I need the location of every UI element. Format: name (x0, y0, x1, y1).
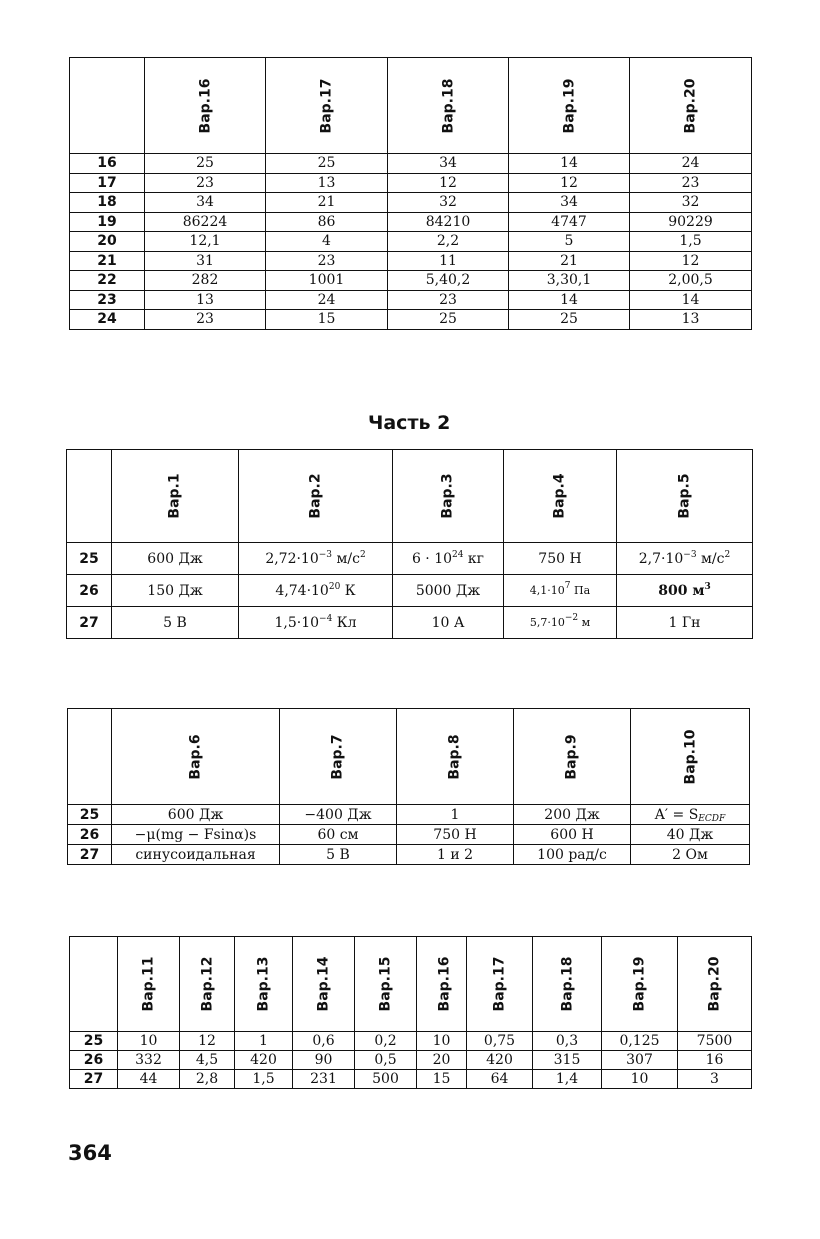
cell: 420 (235, 1051, 293, 1070)
cell: 1 (235, 1032, 293, 1051)
header-var6: Вар.6 (112, 709, 280, 805)
cell: 1 и 2 (397, 845, 514, 865)
table-row (70, 232, 752, 252)
cell: 34 (145, 193, 266, 213)
table-row (70, 251, 752, 271)
cell: 2,2 (388, 232, 509, 252)
row-number: 20 (70, 232, 145, 252)
cell: 32 (630, 193, 752, 213)
header-var17: Вар.17 (266, 58, 388, 154)
cell: 2,8 (180, 1070, 235, 1089)
header-var9: Вар.9 (514, 709, 631, 805)
header-var7: Вар.7 (280, 709, 397, 805)
header-var18: Вар.18 (533, 937, 602, 1032)
cell: 3,30,1 (509, 271, 630, 291)
cell: $A' = S_{ECDF}$ (631, 805, 750, 825)
row-number: 23 (70, 290, 145, 310)
table-row (70, 212, 752, 232)
cell: 24 (266, 290, 388, 310)
cell: 150 Дж (112, 575, 239, 607)
cell: 282 (145, 271, 266, 291)
cell: 23 (145, 173, 266, 193)
row-number: 26 (68, 825, 112, 845)
cell: 10 (118, 1032, 180, 1051)
cell: 5000 Дж (393, 575, 504, 607)
cell: 14 (630, 290, 752, 310)
table-row (70, 173, 752, 193)
cell: 84210 (388, 212, 509, 232)
table-row (70, 154, 752, 174)
cell: 20 (417, 1051, 467, 1070)
row-number: 16 (70, 154, 145, 174)
cell: 332 (118, 1051, 180, 1070)
header-var20: Вар.20 (678, 937, 752, 1032)
header-var10: Вар.10 (631, 709, 750, 805)
row-number: 22 (70, 271, 145, 291)
cell: 14 (509, 290, 630, 310)
row-number: 17 (70, 173, 145, 193)
header-var1: Вар.1 (112, 450, 239, 543)
table-row (70, 1051, 752, 1070)
cell: 15 (266, 310, 388, 330)
row-number: 25 (68, 805, 112, 825)
cell: 32 (388, 193, 509, 213)
cell: 13 (630, 310, 752, 330)
row-number: 27 (70, 1070, 118, 1089)
corner-cell (70, 58, 145, 154)
table-row (67, 543, 753, 575)
cell: 1001 (266, 271, 388, 291)
cell: 24 (630, 154, 752, 174)
cell: 0,3 (533, 1032, 602, 1051)
table-row (70, 290, 752, 310)
cell: 750 Н (397, 825, 514, 845)
row-number: 27 (68, 845, 112, 865)
row-number: 21 (70, 251, 145, 271)
header-var5: Вар.5 (617, 450, 753, 543)
cell: 231 (293, 1070, 355, 1089)
table-row (68, 825, 750, 845)
cell: 44 (118, 1070, 180, 1089)
cell: 23 (630, 173, 752, 193)
answers-table-part2-a (66, 449, 753, 639)
cell: $4,74\cdot 10^{20}$ К (239, 575, 393, 607)
row-number: 19 (70, 212, 145, 232)
cell: 600 Н (514, 825, 631, 845)
cell: 12 (388, 173, 509, 193)
cell: 86 (266, 212, 388, 232)
header-var4: Вар.4 (504, 450, 617, 543)
cell: 25 (145, 154, 266, 174)
cell: 0,125 (602, 1032, 678, 1051)
cell: 16 (678, 1051, 752, 1070)
cell: 60 см (280, 825, 397, 845)
cell: 2,00,5 (630, 271, 752, 291)
cell: 1,5 (235, 1070, 293, 1089)
header-var17: Вар.17 (467, 937, 533, 1032)
cell: 25 (509, 310, 630, 330)
cell: 600 Дж (112, 805, 280, 825)
cell: 7500 (678, 1032, 752, 1051)
cell: 34 (509, 193, 630, 213)
cell: 10 (417, 1032, 467, 1051)
cell: 600 Дж (112, 543, 239, 575)
cell: 1,5 (630, 232, 752, 252)
row-number: 27 (67, 607, 112, 639)
cell: 21 (509, 251, 630, 271)
cell: 500 (355, 1070, 417, 1089)
header-var20: Вар.20 (630, 58, 752, 154)
cell: 13 (145, 290, 266, 310)
cell: 100 рад/с (514, 845, 631, 865)
row-number: 25 (70, 1032, 118, 1051)
table-row (70, 1070, 752, 1089)
cell: 13 (266, 173, 388, 193)
table-row (70, 271, 752, 291)
cell: 23 (388, 290, 509, 310)
cell: $6 \cdot 10^{24}$ кг (393, 543, 504, 575)
header-var12: Вар.12 (180, 937, 235, 1032)
table-row (67, 575, 753, 607)
cell: 90 (293, 1051, 355, 1070)
cell: $2,72\cdot 10^{-3}$ $м/с^2$ (239, 543, 393, 575)
header-var19: Вар.19 (509, 58, 630, 154)
cell: −μ(mg − Fsinα)s (112, 825, 280, 845)
table-row (68, 845, 750, 865)
table-row (67, 607, 753, 639)
cell: 5 В (280, 845, 397, 865)
cell: 11 (388, 251, 509, 271)
table-row (70, 1032, 752, 1051)
cell: 1 Гн (617, 607, 753, 639)
cell: 23 (266, 251, 388, 271)
cell: 4 (266, 232, 388, 252)
header-var16: Вар.16 (417, 937, 467, 1032)
cell: 12 (180, 1032, 235, 1051)
cell: 15 (417, 1070, 467, 1089)
header-var3: Вар.3 (393, 450, 504, 543)
header-var15: Вар.15 (355, 937, 417, 1032)
cell: −400 Дж (280, 805, 397, 825)
table-row (70, 193, 752, 213)
cell: 5 (509, 232, 630, 252)
cell: 1,4 (533, 1070, 602, 1089)
cell: 40 Дж (631, 825, 750, 845)
header-var13: Вар.13 (235, 937, 293, 1032)
cell: 1 (397, 805, 514, 825)
cell: синусоидальная (112, 845, 280, 865)
cell: 12 (509, 173, 630, 193)
cell: $4,1\cdot 10^7$ Па (504, 575, 617, 607)
cell: 64 (467, 1070, 533, 1089)
cell: 200 Дж (514, 805, 631, 825)
cell: 86224 (145, 212, 266, 232)
cell: 307 (602, 1051, 678, 1070)
header-var14: Вар.14 (293, 937, 355, 1032)
answers-table-part2-b (67, 708, 750, 865)
cell: 12 (630, 251, 752, 271)
cell: 25 (266, 154, 388, 174)
cell: 4747 (509, 212, 630, 232)
cell: 315 (533, 1051, 602, 1070)
cell: $2,7\cdot 10^{-3}$ $м/с^2$ (617, 543, 753, 575)
cell: 31 (145, 251, 266, 271)
cell: 0,2 (355, 1032, 417, 1051)
cell: 25 (388, 310, 509, 330)
cell: 90229 (630, 212, 752, 232)
cell: 0,75 (467, 1032, 533, 1051)
answers-table-part1 (69, 57, 752, 330)
cell: 12,1 (145, 232, 266, 252)
corner-cell (70, 937, 118, 1032)
corner-cell (67, 450, 112, 543)
corner-cell (68, 709, 112, 805)
header-var16: Вар.16 (145, 58, 266, 154)
row-number: 26 (70, 1051, 118, 1070)
row-number: 18 (70, 193, 145, 213)
cell: 2 Ом (631, 845, 750, 865)
row-number: 25 (67, 543, 112, 575)
cell: 5,40,2 (388, 271, 509, 291)
cell: 21 (266, 193, 388, 213)
cell: $5,7\cdot 10^{-2}$ м (504, 607, 617, 639)
cell: 3 (678, 1070, 752, 1089)
table-row (70, 310, 752, 330)
cell: 10 А (393, 607, 504, 639)
header-var2: Вар.2 (239, 450, 393, 543)
header-var8: Вар.8 (397, 709, 514, 805)
cell: 420 (467, 1051, 533, 1070)
cell: 10 (602, 1070, 678, 1089)
table-row (68, 805, 750, 825)
cell: 0,6 (293, 1032, 355, 1051)
header-var19: Вар.19 (602, 937, 678, 1032)
header-var18: Вар.18 (388, 58, 509, 154)
cell: 14 (509, 154, 630, 174)
header-var11: Вар.11 (118, 937, 180, 1032)
cell: 4,5 (180, 1051, 235, 1070)
section-title: Часть 2 (368, 412, 451, 434)
answers-table-part2-c (69, 936, 752, 1089)
cell: $1,5\cdot 10^{-4}$ Кл (239, 607, 393, 639)
page-number: 364 (68, 1141, 112, 1165)
cell: 5 В (112, 607, 239, 639)
cell: 23 (145, 310, 266, 330)
cell: 34 (388, 154, 509, 174)
row-number: 26 (67, 575, 112, 607)
cell: 750 Н (504, 543, 617, 575)
cell: 0,5 (355, 1051, 417, 1070)
row-number: 24 (70, 310, 145, 330)
cell: 800 $м^3$ (617, 575, 753, 607)
